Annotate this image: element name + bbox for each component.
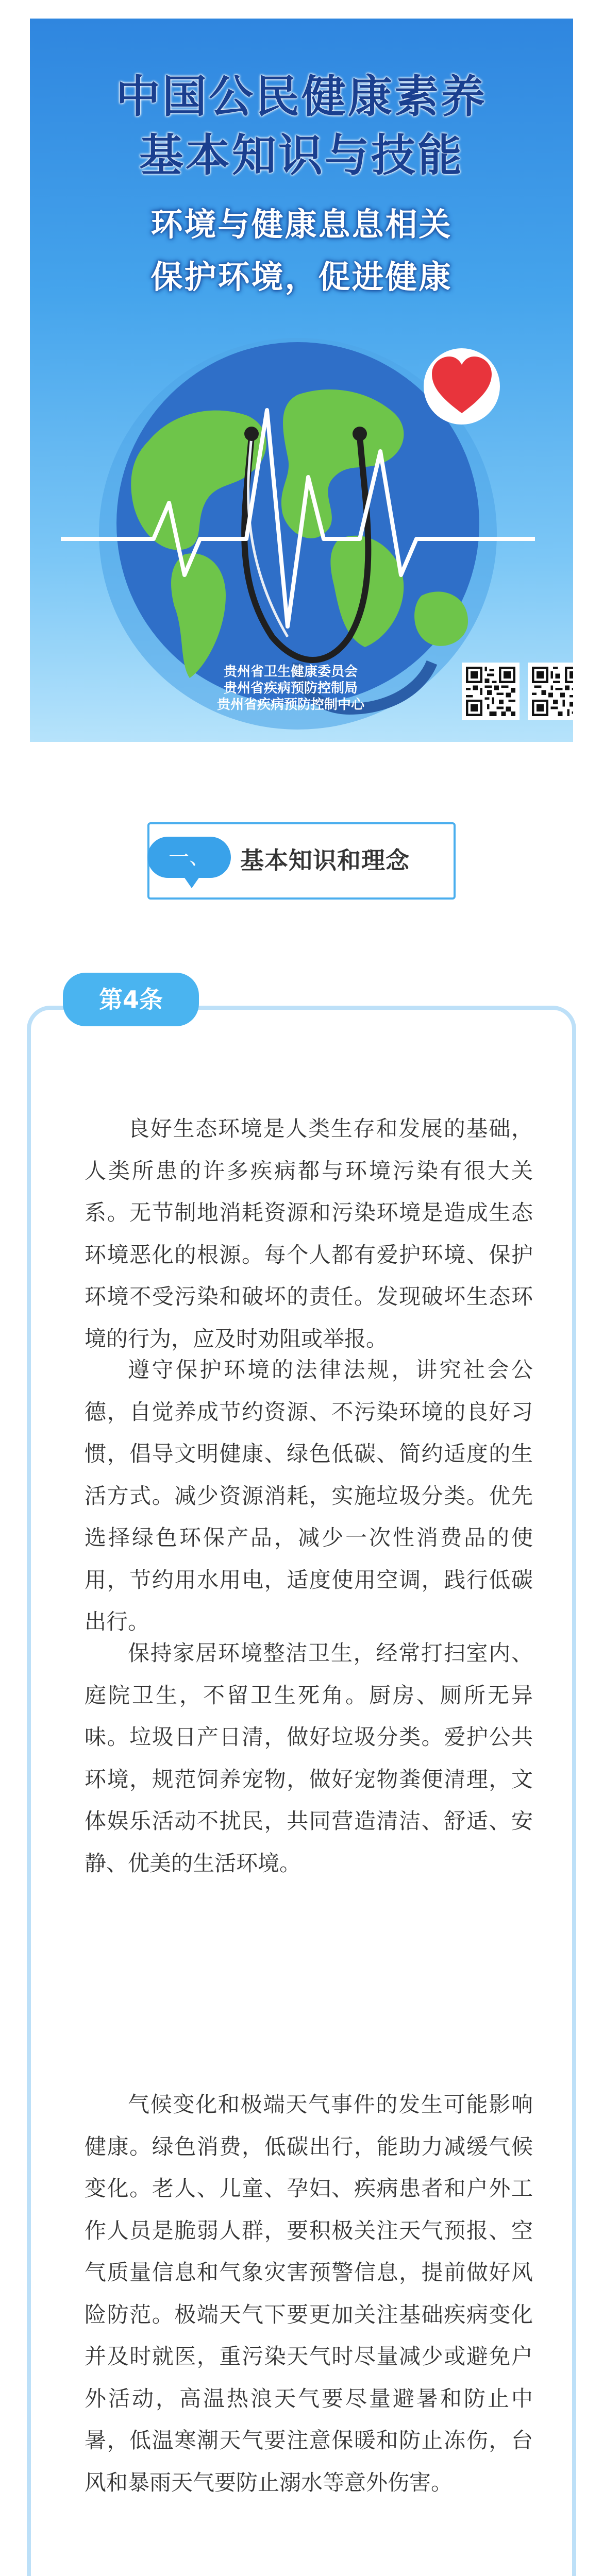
poster-org-line2: 贵州省疾病预防控制局 — [223, 681, 358, 696]
poster-org-line3: 贵州省疾病预防控制中心 — [216, 697, 364, 713]
section-number-bubble: 一、 — [147, 837, 231, 878]
section-title: 基本知识和理念 — [240, 846, 410, 874]
article-paragraph-2: 遵守保护环境的法律法规，讲究社会公德，自觉养成节约资源、不污染环境的良好习惯，倡导文明健康、绿色低碳、简约适度的生活方式。减少资源消耗，实施垃圾分类。优先选择绿色环保产品，减少一次性消费品的使用，节约用水用电，适度使用空调，践行低碳出行。 — [85, 1357, 533, 1634]
poster-org-line1: 贵州省卫生健康委员会 — [223, 664, 358, 680]
article-paragraph-4: 气候变化和极端天气事件的发生可能影响健康。绿色消费，低碳出行，能助力减缓气候变化。老人、儿童、孕妇、疾病患者和户外工作人员是脆弱人群，要积极关注天气预报、空气质量信息和气象灾害预警信息，提前做好风险防范。极端天气下要更加关注基础疾病变化并及时就医，重污染天气时尽量减少或避免户外活动，高温热浪天气要尽量避暑和防止中暑，低温寒潮天气要注意保暖和防止冻伤，台风和暴雨天气要防止溺水等意外伤害。 — [85, 2092, 533, 2495]
qr-code-2[interactable] — [528, 663, 573, 720]
poster-subtitle-line1: 环境与健康息息相关 — [150, 206, 453, 243]
poster-banner — [30, 19, 573, 742]
section-header — [147, 822, 456, 900]
article-tag: 第4条 — [63, 973, 199, 1026]
article-paragraph-1: 良好生态环境是人类生存和发展的基础，人类所患的许多疾病都与环境污染有很大关系。无节制地消耗资源和污染环境是造成生态环境恶化的根源。每个人都有爱护环境、保护环境不受污染和破坏的责任。发现破坏生态环境的行为，应及时劝阻或举报。 — [85, 1116, 533, 1351]
poster-subtitle-line2: 保护环境，促进健康 — [150, 258, 453, 296]
poster-title-line2: 基本知识与技能 — [139, 130, 464, 181]
qr-code-1[interactable] — [462, 663, 520, 720]
article-paragraph-3: 保持家居环境整洁卫生，经常打扫室内、庭院卫生，不留卫生死角。厨房、厕所无异味。垃圾日产日清，做好垃圾分类。爱护公共环境，规范饲养宠物，做好宠物粪便清理，文体娱乐活动不扰民，共同营造清洁、舒适、安静、优美的生活环境。 — [85, 1640, 533, 1876]
poster-title-line1: 中国公民健康素养 — [116, 71, 487, 123]
